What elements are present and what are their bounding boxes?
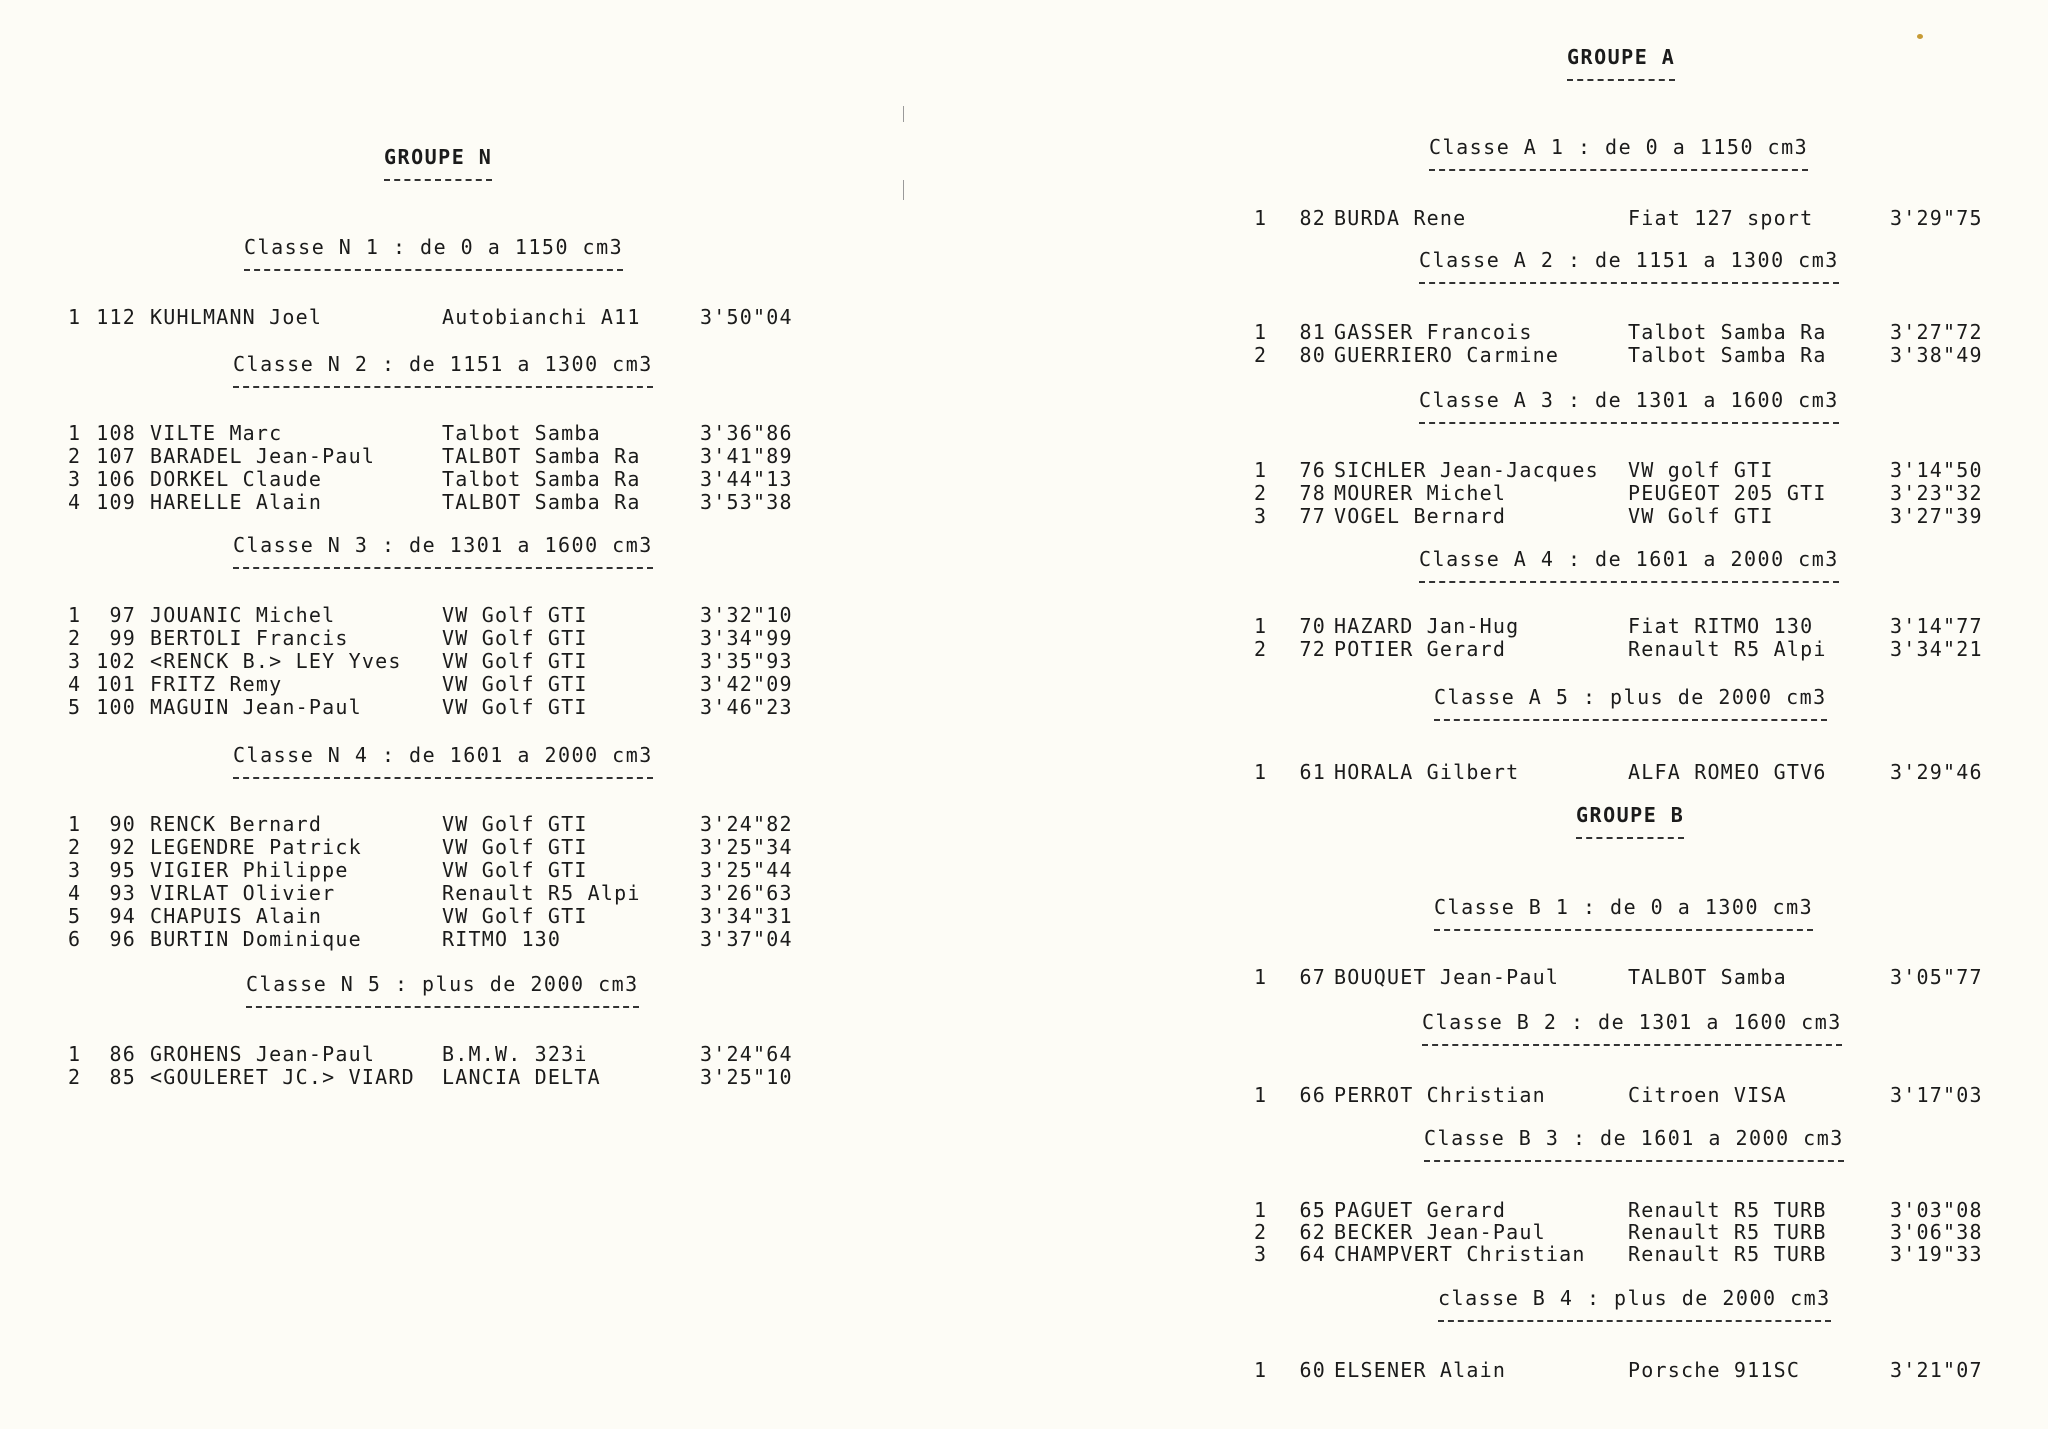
result-driver: MOURER Michel bbox=[1334, 481, 1507, 505]
result-driver: PAGUET Gerard bbox=[1334, 1198, 1507, 1222]
class-title: Classe A 3 : de 1301 a 1600 cm3 bbox=[1419, 388, 1839, 412]
result-num: 77 bbox=[1299, 504, 1326, 528]
result-car: VW Golf GTI bbox=[442, 904, 588, 928]
result-row bbox=[0, 1358, 2048, 1382]
result-pos: 3 bbox=[68, 649, 82, 673]
result-driver: POTIER Gerard bbox=[1334, 637, 1507, 661]
result-pos: 1 bbox=[1254, 206, 1268, 230]
result-driver: JOUANIC Michel bbox=[150, 603, 336, 627]
result-num: 99 bbox=[109, 626, 136, 650]
group-title-n: GROUPE N bbox=[384, 145, 493, 169]
result-driver: CHAPUIS Alain bbox=[150, 904, 323, 928]
class-title: Classe B 1 : de 0 a 1300 cm3 bbox=[1434, 895, 1814, 919]
result-car: Citroen VISA bbox=[1628, 1083, 1787, 1107]
result-pos: 1 bbox=[68, 421, 82, 445]
group-title-a: GROUPE A bbox=[1567, 45, 1676, 69]
result-car: Renault R5 TURB bbox=[1628, 1242, 1827, 1266]
class-title: Classe A 4 : de 1601 a 2000 cm3 bbox=[1419, 547, 1839, 571]
result-driver: <GOULERET JC.> VIARD bbox=[150, 1065, 415, 1089]
result-time: 3'25"10 bbox=[700, 1065, 793, 1089]
result-driver: DORKEL Claude bbox=[150, 467, 323, 491]
result-driver: BECKER Jean-Paul bbox=[1334, 1220, 1546, 1244]
result-driver: FRITZ Remy bbox=[150, 672, 283, 696]
result-pos: 5 bbox=[68, 904, 82, 928]
result-time: 3'37"04 bbox=[700, 927, 793, 951]
result-num: 95 bbox=[109, 858, 136, 882]
result-row bbox=[0, 421, 2048, 445]
result-pos: 1 bbox=[1254, 1198, 1268, 1222]
result-pos: 1 bbox=[1254, 1358, 1268, 1382]
result-num: 82 bbox=[1299, 206, 1326, 230]
result-num: 80 bbox=[1299, 343, 1326, 367]
result-row bbox=[0, 1220, 2048, 1244]
result-car: ALFA ROMEO GTV6 bbox=[1628, 760, 1827, 784]
result-driver: VIRLAT Olivier bbox=[150, 881, 336, 905]
result-pos: 1 bbox=[68, 305, 82, 329]
result-pos: 2 bbox=[68, 626, 82, 650]
result-pos: 4 bbox=[68, 881, 82, 905]
result-num: 107 bbox=[96, 444, 136, 468]
result-car: VW Golf GTI bbox=[1628, 504, 1774, 528]
fold-mark bbox=[903, 180, 904, 200]
result-num: 112 bbox=[96, 305, 136, 329]
result-time: 3'17"03 bbox=[1890, 1083, 1983, 1107]
result-driver: HAZARD Jan-Hug bbox=[1334, 614, 1520, 638]
result-num: 102 bbox=[96, 649, 136, 673]
result-num: 60 bbox=[1299, 1358, 1326, 1382]
group-title-b: GROUPE B bbox=[1576, 803, 1685, 827]
result-time: 3'23"32 bbox=[1890, 481, 1983, 505]
result-pos: 2 bbox=[1254, 637, 1268, 661]
result-driver: MAGUIN Jean-Paul bbox=[150, 695, 362, 719]
result-pos: 1 bbox=[1254, 965, 1268, 989]
result-time: 3'06"38 bbox=[1890, 1220, 1983, 1244]
result-car: Talbot Samba bbox=[442, 421, 601, 445]
result-driver: CHAMPVERT Christian bbox=[1334, 1242, 1586, 1266]
result-driver: VOGEL Bernard bbox=[1334, 504, 1507, 528]
result-pos: 1 bbox=[1254, 760, 1268, 784]
result-num: 61 bbox=[1299, 760, 1326, 784]
result-driver: BOUQUET Jean-Paul bbox=[1334, 965, 1560, 989]
result-car: VW Golf GTI bbox=[442, 858, 588, 882]
class-title: classe B 4 : plus de 2000 cm3 bbox=[1438, 1286, 1831, 1310]
result-pos: 1 bbox=[1254, 320, 1268, 344]
result-time: 3'19"33 bbox=[1890, 1242, 1983, 1266]
result-car: VW Golf GTI bbox=[442, 835, 588, 859]
result-time: 3'27"72 bbox=[1890, 320, 1983, 344]
result-car: VW Golf GTI bbox=[442, 695, 588, 719]
result-time: 3'24"82 bbox=[700, 812, 793, 836]
result-car: LANCIA DELTA bbox=[442, 1065, 601, 1089]
result-num: 92 bbox=[109, 835, 136, 859]
result-driver: KUHLMANN Joel bbox=[150, 305, 323, 329]
result-car: Porsche 911SC bbox=[1628, 1358, 1801, 1382]
result-driver: BARADEL Jean-Paul bbox=[150, 444, 376, 468]
result-num: 93 bbox=[109, 881, 136, 905]
class-title: Classe A 1 : de 0 a 1150 cm3 bbox=[1429, 135, 1809, 159]
result-num: 76 bbox=[1299, 458, 1326, 482]
result-pos: 4 bbox=[68, 490, 82, 514]
result-time: 3'32"10 bbox=[700, 603, 793, 627]
result-car: Renault R5 TURB bbox=[1628, 1220, 1827, 1244]
result-driver: VIGIER Philippe bbox=[150, 858, 349, 882]
class-title: Classe A 5 : plus de 2000 cm3 bbox=[1434, 685, 1827, 709]
result-num: 85 bbox=[109, 1065, 136, 1089]
result-car: VW golf GTI bbox=[1628, 458, 1774, 482]
result-driver: GASSER Francois bbox=[1334, 320, 1533, 344]
result-time: 3'24"64 bbox=[700, 1042, 793, 1066]
result-pos: 1 bbox=[1254, 1083, 1268, 1107]
result-row bbox=[0, 206, 2048, 230]
result-num: 62 bbox=[1299, 1220, 1326, 1244]
class-title: Classe N 2 : de 1151 a 1300 cm3 bbox=[233, 352, 653, 376]
result-driver: ELSENER Alain bbox=[1334, 1358, 1507, 1382]
result-row bbox=[0, 458, 2048, 482]
result-car: VW Golf GTI bbox=[442, 603, 588, 627]
fold-mark bbox=[903, 106, 904, 122]
result-car: TALBOT Samba Ra bbox=[442, 444, 641, 468]
result-time: 3'46"23 bbox=[700, 695, 793, 719]
result-time: 3'36"86 bbox=[700, 421, 793, 445]
result-car: Talbot Samba Ra bbox=[1628, 343, 1827, 367]
result-time: 3'27"39 bbox=[1890, 504, 1983, 528]
class-title: Classe N 1 : de 0 a 1150 cm3 bbox=[244, 235, 624, 259]
result-time: 3'14"77 bbox=[1890, 614, 1983, 638]
result-num: 86 bbox=[109, 1042, 136, 1066]
result-pos: 2 bbox=[1254, 343, 1268, 367]
result-pos: 1 bbox=[1254, 614, 1268, 638]
result-driver: SICHLER Jean-Jacques bbox=[1334, 458, 1599, 482]
result-pos: 2 bbox=[1254, 1220, 1268, 1244]
result-num: 97 bbox=[109, 603, 136, 627]
result-row bbox=[0, 858, 2048, 882]
result-pos: 2 bbox=[68, 1065, 82, 1089]
paper-speck bbox=[1917, 34, 1923, 39]
result-car: RITMO 130 bbox=[442, 927, 562, 951]
result-driver: RENCK Bernard bbox=[150, 812, 323, 836]
result-car: VW Golf GTI bbox=[442, 626, 588, 650]
result-num: 66 bbox=[1299, 1083, 1326, 1107]
result-num: 106 bbox=[96, 467, 136, 491]
result-time: 3'25"44 bbox=[700, 858, 793, 882]
result-row bbox=[0, 965, 2048, 989]
result-pos: 3 bbox=[1254, 504, 1268, 528]
result-row bbox=[0, 481, 2048, 505]
result-car: VW Golf GTI bbox=[442, 649, 588, 673]
class-title: Classe B 3 : de 1601 a 2000 cm3 bbox=[1424, 1126, 1844, 1150]
result-driver: PERROT Christian bbox=[1334, 1083, 1546, 1107]
result-num: 81 bbox=[1299, 320, 1326, 344]
class-title: Classe A 2 : de 1151 a 1300 cm3 bbox=[1419, 248, 1839, 272]
result-time: 3'14"50 bbox=[1890, 458, 1983, 482]
result-pos: 4 bbox=[68, 672, 82, 696]
result-num: 65 bbox=[1299, 1198, 1326, 1222]
result-car: VW Golf GTI bbox=[442, 672, 588, 696]
result-car: Talbot Samba Ra bbox=[1628, 320, 1827, 344]
result-car: PEUGEOT 205 GTI bbox=[1628, 481, 1827, 505]
result-row bbox=[0, 320, 2048, 344]
result-time: 3'35"93 bbox=[700, 649, 793, 673]
result-num: 96 bbox=[109, 927, 136, 951]
result-driver: BURTIN Dominique bbox=[150, 927, 362, 951]
result-num: 90 bbox=[109, 812, 136, 836]
result-time: 3'29"46 bbox=[1890, 760, 1983, 784]
class-title: Classe B 2 : de 1301 a 1600 cm3 bbox=[1422, 1010, 1842, 1034]
result-car: Renault R5 Alpi bbox=[442, 881, 641, 905]
result-car: VW Golf GTI bbox=[442, 812, 588, 836]
result-car: Fiat 127 sport bbox=[1628, 206, 1814, 230]
result-time: 3'50"04 bbox=[700, 305, 793, 329]
result-car: TALBOT Samba bbox=[1628, 965, 1787, 989]
result-row bbox=[0, 637, 2048, 661]
result-time: 3'03"08 bbox=[1890, 1198, 1983, 1222]
result-row bbox=[0, 614, 2048, 638]
result-pos: 1 bbox=[68, 603, 82, 627]
result-pos: 3 bbox=[68, 858, 82, 882]
result-row bbox=[0, 504, 2048, 528]
result-pos: 2 bbox=[68, 444, 82, 468]
result-time: 3'29"75 bbox=[1890, 206, 1983, 230]
result-pos: 1 bbox=[68, 1042, 82, 1066]
result-num: 108 bbox=[96, 421, 136, 445]
result-num: 64 bbox=[1299, 1242, 1326, 1266]
result-time: 3'25"34 bbox=[700, 835, 793, 859]
result-car: TALBOT Samba Ra bbox=[442, 490, 641, 514]
class-title: Classe N 4 : de 1601 a 2000 cm3 bbox=[233, 743, 653, 767]
result-time: 3'34"21 bbox=[1890, 637, 1983, 661]
result-car: Autobianchi A11 bbox=[442, 305, 641, 329]
result-driver: LEGENDRE Patrick bbox=[150, 835, 362, 859]
result-pos: 6 bbox=[68, 927, 82, 951]
result-row bbox=[0, 835, 2048, 859]
result-num: 101 bbox=[96, 672, 136, 696]
result-driver: GUERRIERO Carmine bbox=[1334, 343, 1560, 367]
result-num: 78 bbox=[1299, 481, 1326, 505]
result-pos: 2 bbox=[1254, 481, 1268, 505]
result-row bbox=[0, 1242, 2048, 1266]
result-driver: GROHENS Jean-Paul bbox=[150, 1042, 376, 1066]
result-num: 100 bbox=[96, 695, 136, 719]
class-title: Classe N 3 : de 1301 a 1600 cm3 bbox=[233, 533, 653, 557]
result-car: Renault R5 TURB bbox=[1628, 1198, 1827, 1222]
result-row bbox=[0, 1198, 2048, 1222]
result-num: 94 bbox=[109, 904, 136, 928]
result-time: 3'44"13 bbox=[700, 467, 793, 491]
result-time: 3'53"38 bbox=[700, 490, 793, 514]
class-title: Classe N 5 : plus de 2000 cm3 bbox=[246, 972, 639, 996]
result-pos: 1 bbox=[1254, 458, 1268, 482]
result-pos: 3 bbox=[68, 467, 82, 491]
result-pos: 3 bbox=[1254, 1242, 1268, 1266]
result-pos: 2 bbox=[68, 835, 82, 859]
result-time: 3'26"63 bbox=[700, 881, 793, 905]
result-time: 3'41"89 bbox=[700, 444, 793, 468]
result-row bbox=[0, 760, 2048, 784]
result-car: Renault R5 Alpi bbox=[1628, 637, 1827, 661]
result-car: Fiat RITMO 130 bbox=[1628, 614, 1814, 638]
result-driver: <RENCK B.> LEY Yves bbox=[150, 649, 402, 673]
result-driver: BERTOLI Francis bbox=[150, 626, 349, 650]
result-num: 70 bbox=[1299, 614, 1326, 638]
result-car: B.M.W. 323i bbox=[442, 1042, 588, 1066]
result-time: 3'38"49 bbox=[1890, 343, 1983, 367]
result-driver: BURDA Rene bbox=[1334, 206, 1467, 230]
result-driver: VILTE Marc bbox=[150, 421, 283, 445]
result-time: 3'34"99 bbox=[700, 626, 793, 650]
result-driver: HARELLE Alain bbox=[150, 490, 323, 514]
result-driver: HORALA Gilbert bbox=[1334, 760, 1520, 784]
result-row bbox=[0, 343, 2048, 367]
result-time: 3'34"31 bbox=[700, 904, 793, 928]
result-pos: 1 bbox=[68, 812, 82, 836]
result-row bbox=[0, 812, 2048, 836]
result-car: Talbot Samba Ra bbox=[442, 467, 641, 491]
result-row bbox=[0, 1083, 2048, 1107]
result-num: 67 bbox=[1299, 965, 1326, 989]
result-num: 72 bbox=[1299, 637, 1326, 661]
result-num: 109 bbox=[96, 490, 136, 514]
result-pos: 5 bbox=[68, 695, 82, 719]
result-time: 3'05"77 bbox=[1890, 965, 1983, 989]
result-time: 3'21"07 bbox=[1890, 1358, 1983, 1382]
result-time: 3'42"09 bbox=[700, 672, 793, 696]
